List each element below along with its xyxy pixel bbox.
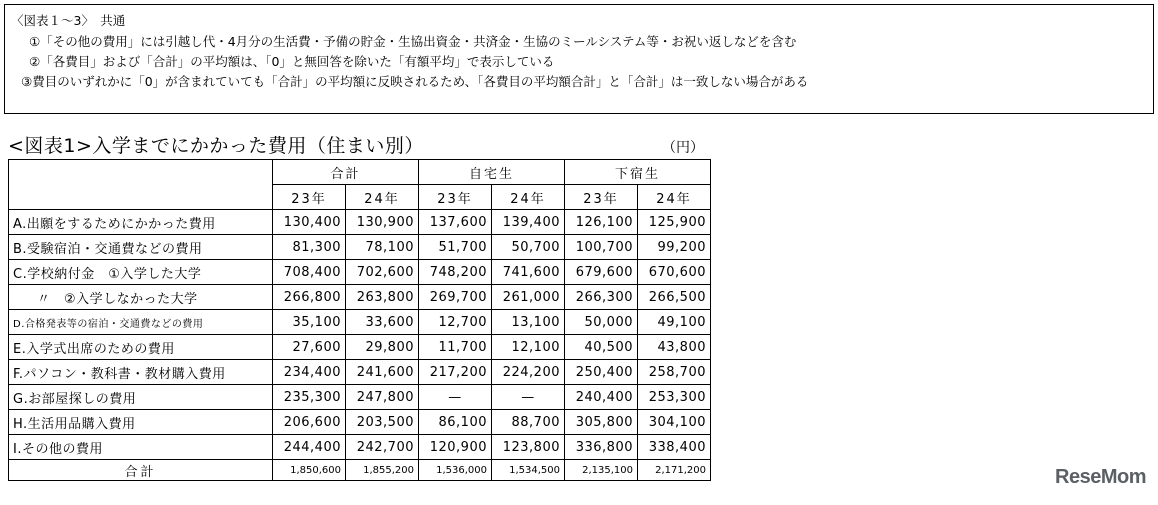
total-cell: 2,135,100 xyxy=(565,460,638,481)
table-row xyxy=(9,235,711,260)
group-header: 合計 xyxy=(273,160,419,185)
value-cell: 748,200 xyxy=(419,260,492,285)
total-label: 合計 xyxy=(9,460,273,481)
value-cell: 242,700 xyxy=(346,435,419,460)
value-cell: 247,800 xyxy=(346,385,419,410)
value-cell: 78,100 xyxy=(346,235,419,260)
row-label: D.合格発表等の宿泊・交通費などの費用 xyxy=(9,310,273,335)
value-cell: — xyxy=(492,385,565,410)
total-cell: 1,850,600 xyxy=(273,460,346,481)
value-cell: 670,600 xyxy=(638,260,711,285)
group-header-row xyxy=(9,160,711,185)
year-header: 23年 xyxy=(273,185,346,210)
value-cell: 304,100 xyxy=(638,410,711,435)
row-label: C.学校納付金 ①入学した大学 xyxy=(9,260,273,285)
value-cell: 13,100 xyxy=(492,310,565,335)
value-cell: 263,800 xyxy=(346,285,419,310)
value-cell: 29,800 xyxy=(346,335,419,360)
notes-heading: 〈図表１～3〉 共通 xyxy=(11,13,126,28)
year-header: 24年 xyxy=(638,185,711,210)
value-cell: 244,400 xyxy=(273,435,346,460)
total-cell: 2,171,200 xyxy=(638,460,711,481)
group-header: 自宅生 xyxy=(419,160,565,185)
group-header: 下宿生 xyxy=(565,160,711,185)
value-cell: 266,800 xyxy=(273,285,346,310)
value-cell: 35,100 xyxy=(273,310,346,335)
value-cell: 130,400 xyxy=(273,210,346,235)
value-cell: 99,200 xyxy=(638,235,711,260)
total-cell: 1,855,200 xyxy=(346,460,419,481)
value-cell: 81,300 xyxy=(273,235,346,260)
value-cell: 266,500 xyxy=(638,285,711,310)
value-cell: — xyxy=(419,385,492,410)
value-cell: 305,800 xyxy=(565,410,638,435)
note-line: ③費目のいずれかに「0」が含まれていても「合計」の平均額に反映されるため、「各費目の平均額合計」と「合計」は一致しない場合がある xyxy=(21,74,809,89)
cost-table xyxy=(8,159,711,481)
value-cell: 206,600 xyxy=(273,410,346,435)
total-cell: 1,536,000 xyxy=(419,460,492,481)
value-cell: 240,400 xyxy=(565,385,638,410)
value-cell: 11,700 xyxy=(419,335,492,360)
value-cell: 50,000 xyxy=(565,310,638,335)
table-row xyxy=(9,210,711,235)
value-cell: 123,800 xyxy=(492,435,565,460)
corner-cell xyxy=(9,160,273,210)
row-label: 〃 ②入学しなかった大学 xyxy=(9,285,273,310)
table-row xyxy=(9,260,711,285)
year-header: 23年 xyxy=(565,185,638,210)
note-line: ②「各費目」および「合計」の平均額は、「0」と無回答を除いた「有額平均」で表示している xyxy=(29,54,555,69)
note-line: ①「その他の費用」には引越し代・4月分の生活費・予備の貯金・生協出資金・共済金・生協のミールシステム等・お祝い返しなどを含む xyxy=(29,34,797,49)
value-cell: 125,900 xyxy=(638,210,711,235)
value-cell: 12,700 xyxy=(419,310,492,335)
total-row xyxy=(9,460,711,481)
row-label: H.生活用品購入費用 xyxy=(9,410,273,435)
value-cell: 27,600 xyxy=(273,335,346,360)
value-cell: 679,600 xyxy=(565,260,638,285)
table-row xyxy=(9,435,711,460)
value-cell: 88,700 xyxy=(492,410,565,435)
value-cell: 269,700 xyxy=(419,285,492,310)
value-cell: 250,400 xyxy=(565,360,638,385)
value-cell: 126,100 xyxy=(565,210,638,235)
value-cell: 51,700 xyxy=(419,235,492,260)
value-cell: 235,300 xyxy=(273,385,346,410)
year-header: 24年 xyxy=(346,185,419,210)
value-cell: 137,600 xyxy=(419,210,492,235)
value-cell: 702,600 xyxy=(346,260,419,285)
row-label: B.受験宿泊・交通費などの費用 xyxy=(9,235,273,260)
value-cell: 40,500 xyxy=(565,335,638,360)
value-cell: 266,300 xyxy=(565,285,638,310)
row-label: G.お部屋探しの費用 xyxy=(9,385,273,410)
notes-box xyxy=(4,4,1154,114)
value-cell: 33,600 xyxy=(346,310,419,335)
year-header: 23年 xyxy=(419,185,492,210)
total-cell: 1,534,500 xyxy=(492,460,565,481)
value-cell: 120,900 xyxy=(419,435,492,460)
value-cell: 217,200 xyxy=(419,360,492,385)
value-cell: 130,900 xyxy=(346,210,419,235)
row-label: E.入学式出席のための費用 xyxy=(9,335,273,360)
value-cell: 241,600 xyxy=(346,360,419,385)
value-cell: 86,100 xyxy=(419,410,492,435)
table-title-row xyxy=(8,134,714,158)
value-cell: 100,700 xyxy=(565,235,638,260)
table-row xyxy=(9,410,711,435)
table-title: <図表1>入学までにかかった費用（住まい別） xyxy=(8,135,424,157)
row-label: A.出願をするためにかかった費用 xyxy=(9,210,273,235)
year-header: 24年 xyxy=(492,185,565,210)
value-cell: 12,100 xyxy=(492,335,565,360)
value-cell: 203,500 xyxy=(346,410,419,435)
table-row xyxy=(9,285,711,310)
unit-label: （円） xyxy=(662,140,704,156)
row-label: F.パソコン・教科書・教材購入費用 xyxy=(9,360,273,385)
table-row xyxy=(9,335,711,360)
value-cell: 139,400 xyxy=(492,210,565,235)
table-row xyxy=(9,385,711,410)
value-cell: 224,200 xyxy=(492,360,565,385)
table-row xyxy=(9,360,711,385)
value-cell: 49,100 xyxy=(638,310,711,335)
value-cell: 43,800 xyxy=(638,335,711,360)
row-label: I.その他の費用 xyxy=(9,435,273,460)
value-cell: 708,400 xyxy=(273,260,346,285)
value-cell: 234,400 xyxy=(273,360,346,385)
value-cell: 741,600 xyxy=(492,260,565,285)
value-cell: 50,700 xyxy=(492,235,565,260)
value-cell: 338,400 xyxy=(638,435,711,460)
table-row xyxy=(9,310,711,335)
value-cell: 258,700 xyxy=(638,360,711,385)
resemom-logo: ReseMom xyxy=(1055,466,1146,488)
value-cell: 336,800 xyxy=(565,435,638,460)
value-cell: 261,000 xyxy=(492,285,565,310)
value-cell: 253,300 xyxy=(638,385,711,410)
